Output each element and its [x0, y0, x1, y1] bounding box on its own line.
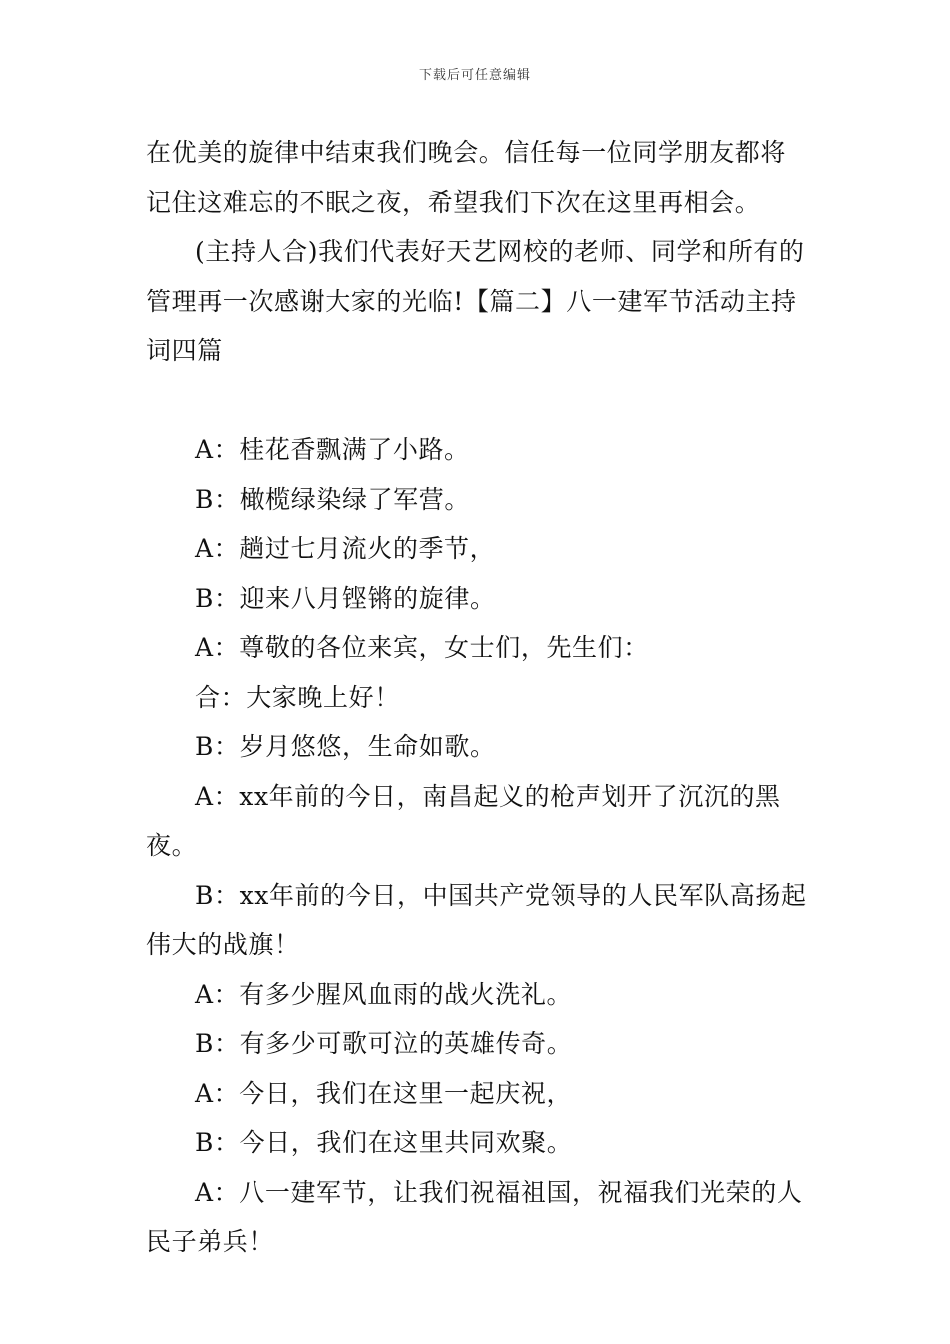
dialogue-line-11: B：有多少可歌可泣的英雄传奇。 [195, 1029, 573, 1058]
dialogue-line-9: B：xx年前的今日，中国共产党领导的人民军队高扬起伟大的战旗！ [146, 880, 807, 959]
blank-line [146, 376, 811, 426]
dialogue-line-14: A：八一建军节，让我们祝福祖国，祝福我们光荣的人民子弟兵！ [146, 1177, 803, 1256]
dialogue-line-3: A：趟过七月流火的季节， [195, 534, 496, 563]
dialogue-line-7: B：岁月悠悠，生命如歌。 [195, 732, 496, 761]
paragraph-1: 在优美的旋律中结束我们晚会。信任每一位同学朋友都将记住这难忘的不眠之夜，希望我们下次在这里再相会。 [146, 138, 787, 217]
dialogue-line-12: A：今日，我们在这里一起庆祝， [195, 1078, 573, 1108]
dialogue-line-8: A：xx年前的今日，南昌起义的枪声划开了沉沉的黑夜。 [146, 781, 781, 860]
dialogue-line-10: A：有多少腥风血雨的战火洗礼。 [195, 979, 573, 1009]
dialogue-line-4: B：迎来八月铿锵的旋律。 [195, 583, 496, 613]
dialogue-line-1: A：桂花香飘满了小路。 [195, 435, 470, 464]
dialogue-line-2: B：橄榄绿染绿了军营。 [195, 484, 470, 514]
page-header: 下载后可任意编辑 [418, 68, 531, 83]
paragraph-2: (主持人合)我们代表好天艺网校的老师、同学和所有的管理再一次感谢大家的光临!【篇二】八一建军节活动主持词四篇 [146, 237, 805, 365]
document-body [146, 128, 811, 1267]
dialogue-line-13: B：今日，我们在这里共同欢聚。 [195, 1128, 573, 1157]
dialogue-line-5: A：尊敬的各位来宾，女士们，先生们： [195, 633, 649, 662]
dialogue-line-6: 合：大家晚上好！ [195, 682, 400, 712]
